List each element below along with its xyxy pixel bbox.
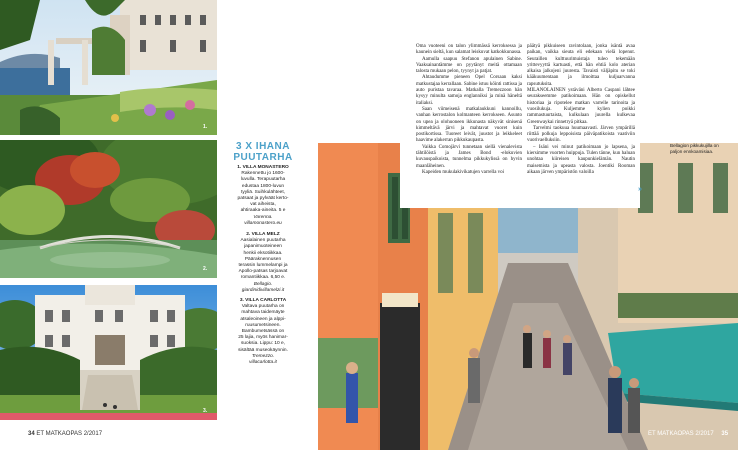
sidebar-entry-place: Bellagio. — [253, 281, 273, 287]
sidebar-entry-line: 25 lajia, myös hanimar- — [238, 335, 288, 341]
sidebar-entry-heading: 2. VILLA MELZ — [246, 232, 280, 237]
sidebar-entry-line: patsaat ja pylväät kerto- — [237, 196, 289, 202]
photo-villa-monastero — [0, 0, 217, 135]
left-magazine-name: ET MATKAOPAS 2/2017 — [36, 431, 103, 437]
photo-number-badge: 2. — [203, 266, 208, 272]
sidebar-entry-villa-carlotta — [220, 298, 306, 366]
sidebar-entry-line: luvulla. Terapuutarha — [240, 177, 286, 183]
sidebar-entry-place: Tremezzo. — [251, 353, 275, 359]
sidebar-entry-line: vat aiheista, — [250, 202, 276, 208]
sidebar-entry-line: suoksia. Lippu: 10 e, — [240, 341, 285, 347]
left-page-number: 34 — [28, 431, 35, 437]
continue-arrow-icon: » — [638, 186, 642, 193]
sidebar-entry-line: Aasialainen puutarha — [240, 238, 286, 244]
left-page-footer — [28, 431, 102, 437]
photo-caption: Bellagion pikkukujilla on paljon ennkoamisiaa. — [670, 143, 719, 154]
sidebar-entry-line: Bambumetsässä on — [241, 329, 285, 335]
article-paragraph: Kapeiden mukulakivikatujen varrella voi — [422, 169, 505, 175]
sidebar-entry-line: edustaa 1800-luvun — [241, 183, 285, 189]
sidebar-entry-line: tyyliä. Suihkulähteet, — [241, 189, 285, 195]
sidebar-entry-line: romantiikkaa. 6,50 e. — [240, 275, 286, 281]
sidebar-entry-line: Rakennettu jo 1600- — [241, 171, 285, 177]
article-paragraph: Vaikka Comojärvi tunnetaan siellä vienalevista tähtilöistä ja James Bond -elokuvien kuvauspaikoista, tunnelma pikkukylissä on hyvin maanläheinen. — [416, 144, 522, 169]
right-page-number: 35 — [721, 431, 729, 437]
sidebar-title-line2: PUUTARHA — [233, 152, 293, 163]
sidebar-entry-line: Valtava puutarha on — [241, 304, 285, 310]
sidebar-entry-line: ruusumetsineen. — [245, 322, 281, 328]
sidebar-entry-line: henkii eksotiikkaa. — [243, 250, 283, 256]
article-paragraph: Ahtaudumme pieneen Opel Corsaan kaksi matkustajaa kerrallaan. Sabine istuu köinti rattissa ja auto puristaa tavaraa. Matkalla Tremezzoon hän kysyy minulta samoja englanniksi ja minä häneltä italiaksi. — [416, 75, 522, 106]
article-paragraph: – Isäni vei minut patikoimaan jo lapsena, ja kiersimme vuorten huippuja. Tulen tänne, kun haluan unohtaa kiireisen kaupunkielämän. Nautin maisemista ja upeasta valosta. Joentiki Rooman aikaan järven ympäristön valoilla — [527, 144, 635, 175]
photo-villa-melzi — [0, 140, 217, 278]
sidebar-entry-heading: 1. VILLA MONASTERO — [237, 165, 289, 170]
sidebar-title — [222, 141, 304, 163]
sidebar-entry-line: mahtava taidemäyte — [241, 310, 285, 316]
sidebar-entry-line: Varenna. — [253, 214, 273, 220]
photo-villa-carlotta — [0, 285, 217, 420]
sidebar-entry-villa-monastero — [220, 165, 306, 227]
article-paragraph: MILANOLAINEN ystäväni Alberto Caspani lähtee seurakseemme patikoimaan. Hän on opiskellut historiaa ja ripotelee matkan varrelle tarinoita ja vuosilukuja. Kuljemme kylien poikki rammastuurtaista, kulkulaan juurella kulkevaa Greenwaykai rinnetryä pitkaa. — [527, 88, 635, 125]
sidebar-entry-line: terassin lummelampi ja — [238, 263, 288, 269]
sidebar-entry-line: sisältää museokäynnin. — [238, 347, 288, 353]
article-paragraph: Tarvelmi taokuua huumaavasti. Järven ympärillä riittää polkuja leppoisista päiväpatikoista vaativiin vuorivaelluksiin. — [527, 125, 635, 144]
sidebar-entry-line: Apollo-patsas tarjoavat — [238, 269, 288, 275]
sidebar-entry-heading: 3. VILLA CARLOTTA — [239, 298, 287, 303]
sidebar-entry-line: Pääraknennusen — [244, 256, 282, 262]
sidebar-entry-line: ahtiraaka-aineita. 5 e — [240, 208, 286, 214]
article-column-1 — [416, 44, 522, 176]
photo-number-badge: 1. — [203, 124, 208, 130]
article-paragraph: Aamulla saapuu Stefanon apulainen Sabine. Vaaksainantämme on pyytänyt meitä ottamaan talosta mukaan pelon, tyynyt ja patjat. — [416, 56, 522, 75]
article-paragraph: Saan viimeisenä matkalaukkuni kannoillu, vanhan kerrostalon kolmanteen kerrokseen. Asunto on upea ja olohuoneen ikkunasta näkyvät sinisenä kimmeltävä järvi ja mahtavat vuoret kuin postikortissa. Tuoreet leivät, juustot ja leikkeleet haavime alakerran pikkukaupasta. — [416, 106, 522, 144]
article-paragraph: Oma vuoteeni on talon ylimmässä kerroksessa ja kaunein sieltä, kun salamat leiskuvat katkokkunassa. — [416, 44, 522, 56]
sidebar-entry-website: villacarlotta.it — [249, 360, 277, 366]
sidebar-entry-line: atsaleoineen ja alppi- — [240, 316, 286, 322]
article-column-2 — [527, 44, 635, 176]
sidebar-entry-line: japanimuoteineen — [244, 244, 282, 250]
photo-number-badge: 3. — [203, 408, 208, 414]
sidebar-entry-villa-melzi — [220, 232, 306, 294]
article-paragraph: päätyä pikkuiseen ravintolaan, jonka isäntä avaa paikan, vaikka sieuta eli edekaan vielä lopenut. Seuraillen kulttuurimuistaja tuleo tekemään yrittevyyttä kartuasti, että hän ehtiä kolo aterian alkaisa jalkojeni juuresta. Tavaisti väljäpitu se toki kääkuumentaan ja ilmoittaa kuljuarvanna rapsutuksita. — [527, 44, 635, 87]
right-page-footer — [648, 431, 728, 437]
sidebar-title-line1: 3 X IHANA — [236, 141, 290, 152]
right-magazine-name: ET MATKAOPAS 2/2017 — [648, 431, 714, 437]
sidebar-entry-website: giardinidivillamelzi.it — [241, 287, 285, 293]
sidebar-entry-website: villamonastero.eu — [244, 220, 282, 226]
